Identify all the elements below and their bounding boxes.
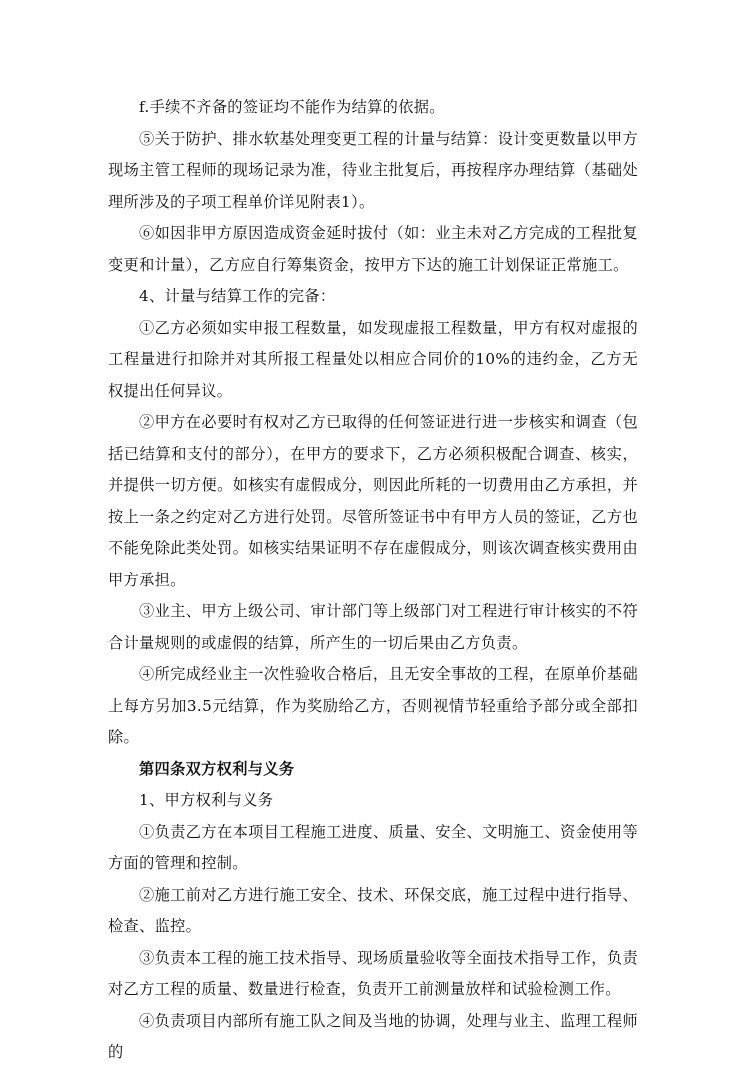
section-1-party-a-rights: 1、甲方权利与义务	[139, 791, 274, 809]
paragraph-item-5-drainage-settlement: ⑤关于防护、排水软基处理变更工程的计量与结算：设计变更数量以甲方现场主管工程师的现场记录为准，待业主批复后，再按程序办理结算（基础处理所涉及的子项工程单价详见附表1）。	[108, 129, 638, 211]
paragraph-item-4-reward: ④所完成经业主一次性验收合格后，且无安全事故的工程，在原单价基础上每方另加3.5元结算，作为奖励给乙方，否则视情节轻重给予部分或全部扣除。	[108, 665, 638, 746]
paragraph-f-signature-rule: f.手续不齐备的签证均不能作为结算的依据。	[139, 98, 445, 116]
paragraph-a-item-4-coordination: ④负责项目内部所有施工队之间及当地的协调，处理与业主、监理工程师的	[108, 1011, 638, 1061]
paragraph-item-6-funding-delay: ⑥如因非甲方原因造成资金延时拔付（如：业主未对乙方完成的工程批复变更和计量），乙方应自行筹集资金，按甲方下达的施工计划保证正常施工。	[108, 224, 638, 274]
paragraph-a-item-3-technical-guidance: ③负责本工程的施工技术指导、现场质量验收等全面技术指导工作，负责对乙方工程的质量、数量进行检查，负责开工前测量放样和试验检测工作。	[108, 948, 638, 998]
paragraph-item-1-quantity-reporting: ①乙方必须如实申报工程数量，如发现虚报工程数量，甲方有权对虚报的工程量进行扣除并对其所报工程量处以相应合同价的10%的违约金，乙方无权提出任何异议。	[108, 318, 638, 400]
paragraph-a-item-1-management: ①负责乙方在本项目工程施工进度、质量、安全、文明施工、资金使用等方面的管理和控制。	[108, 822, 638, 872]
article-4-heading: 第四条双方权利与义务	[139, 759, 295, 778]
paragraph-item-2-verification: ②甲方在必要时有权对乙方已取得的任何签证进行进一步核实和调查（包括已结算和支付的部分），在甲方的要求下，乙方必须积极配合调查、核实，并提供一切方便。如核实有虚假成分，则因此所耗的一切费用由乙方承担，并按上一条之约定对乙方进行处罚。尽管所签证书中有甲方人员的签证，乙方也不能免除此类处罚。如核实结果证明不存在虚假成分，则该次调查核实费用由甲方承担。	[108, 413, 638, 589]
document-body	[108, 92, 638, 1069]
paragraph-a-item-2-briefing: ②施工前对乙方进行施工安全、技术、环保交底，施工过程中进行指导、检查、监控。	[108, 885, 638, 935]
paragraph-item-3-audit: ③业主、甲方上级公司、审计部门等上级部门对工程进行审计核实的不符合计量规则的或虚假的结算，所产生的一切后果由乙方负责。	[108, 602, 638, 652]
section-4-measurement-completion: 4、计量与结算工作的完备：	[139, 287, 336, 305]
